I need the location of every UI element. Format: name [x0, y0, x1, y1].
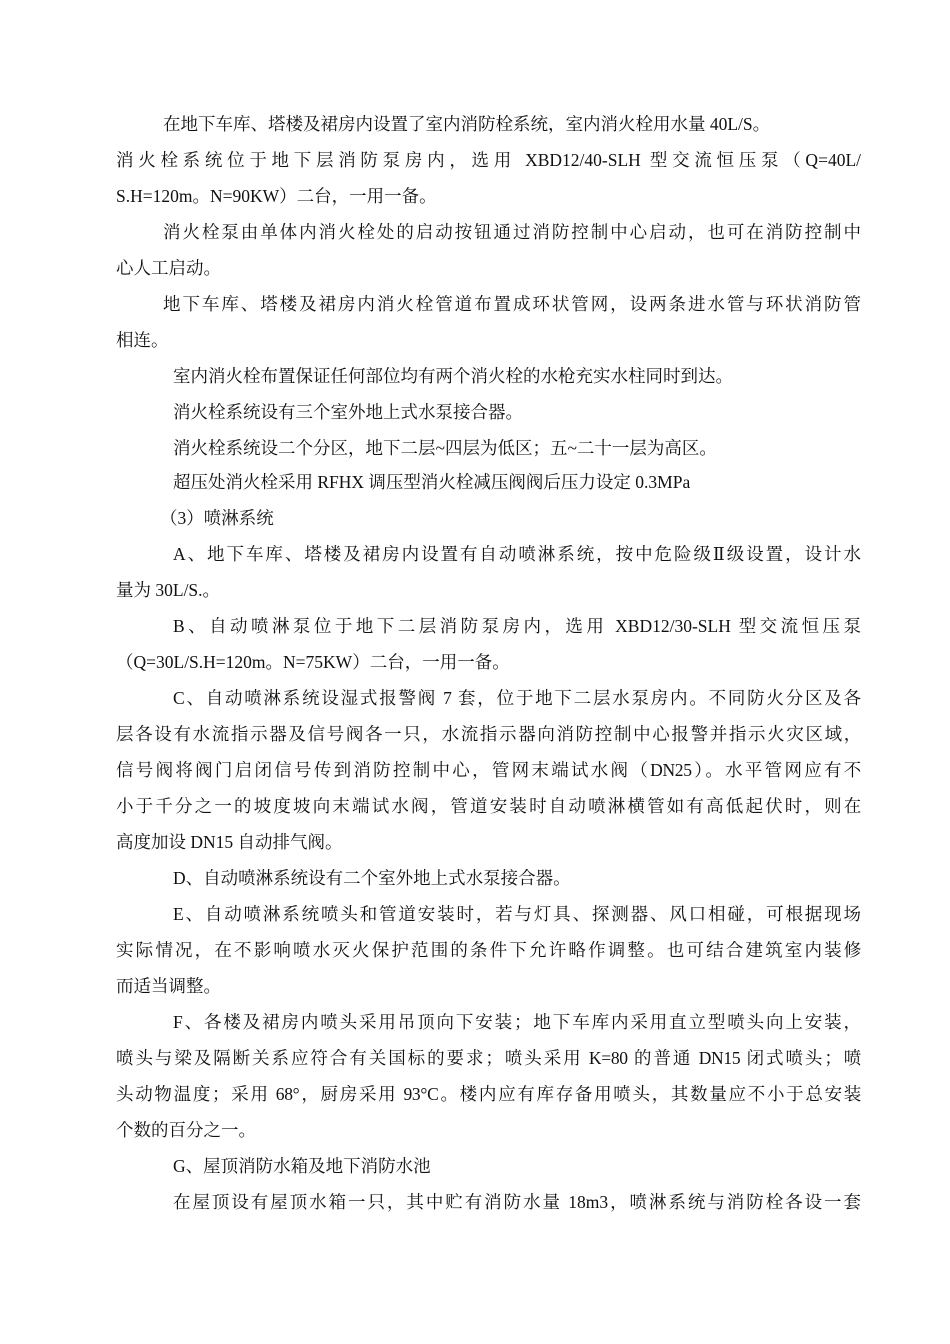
- paragraph-line: 量为 30L/S.。: [116, 580, 221, 600]
- paragraph-line: B、自动喷淋泵位于地下二层消防泵房内，选用 XBD12/30-SLH 型交流恒压泵: [173, 616, 861, 636]
- paragraph-line: （Q=30L/S.H=120m。N=75KW）二台，一用一备。: [116, 652, 510, 672]
- paragraph-line: S.H=120m。N=90KW）二台，一用一备。: [116, 186, 437, 206]
- paragraph-line: 喷头与梁及隔断关系应符合有关国标的要求；喷头采用 K=80 的普通 DN15 闭式喷头；喷: [116, 1048, 861, 1068]
- paragraph-line: 消火栓泵由单体内消火栓处的启动按钮通过消防控制中心启动，也可在消防控制中: [163, 222, 861, 242]
- paragraph-line: 超压处消火栓采用 RFHX 调压型消火栓减压阀阀后压力设定 0.3MPa: [173, 472, 691, 492]
- paragraph-line: A、地下车库、塔楼及裙房内设置有自动喷淋系统，按中危险级Ⅱ级设置，设计水: [173, 544, 861, 564]
- paragraph-line: 层各设有水流指示器及信号阀各一只，水流指示器向消防控制中心报警并指示火灾区域，: [116, 724, 861, 744]
- paragraph-line: 消火栓系统设二个分区，地下二层~四层为低区；五~二十一层为高区。: [173, 438, 717, 458]
- paragraph-line: 消火栓系统设有三个室外地上式水泵接合器。: [173, 402, 523, 422]
- paragraph-line: 在地下车库、塔楼及裙房内设置了室内消防栓系统，室内消火栓用水量 40L/S。: [163, 114, 771, 134]
- paragraph-line: C、自动喷淋系统设湿式报警阀 7 套，位于地下二层水泵房内。不同防火分区及各: [173, 688, 861, 708]
- paragraph-line: G、屋顶消防水箱及地下消防水池: [173, 1156, 431, 1176]
- paragraph-line: 信号阀将阀门启闭信号传到消防控制中心，管网末端试水阀（DN25）。水平管网应有不: [116, 760, 861, 780]
- paragraph-line: 个数的百分之一。: [116, 1120, 256, 1140]
- paragraph-line: 室内消火栓布置保证任何部位均有两个消火栓的水枪充实水柱同时到达。: [173, 366, 733, 386]
- paragraph-line: 在屋顶设有屋顶水箱一只，其中贮有消防水量 18m3，喷淋系统与消防栓各设一套: [173, 1192, 861, 1212]
- paragraph-line: 实际情况，在不影响喷水灭火保护范围的条件下允许略作调整。也可结合建筑室内装修: [116, 940, 861, 960]
- paragraph-line: 高度加设 DN15 自动排气阀。: [116, 832, 343, 852]
- paragraph-line: D、自动喷淋系统设有二个室外地上式水泵接合器。: [173, 868, 571, 888]
- paragraph-line: 消火栓系统位于地下层消防泵房内，选用 XBD12/40-SLH 型交流恒压泵（Q=40L/: [116, 150, 861, 170]
- paragraph-line: F、各楼及裙房内喷头采用吊顶向下安装；地下车库内采用直立型喷头向上安装，: [173, 1012, 861, 1032]
- paragraph-line: E、自动喷淋系统喷头和管道安装时，若与灯具、探测器、风口相碰，可根据现场: [173, 904, 861, 924]
- paragraph-line: 而适当调整。: [116, 976, 221, 996]
- paragraph-line: 相连。: [116, 330, 169, 350]
- paragraph-line: 头动物温度；采用 68°，厨房采用 93°C。楼内应有库存备用喷头，其数量应不小于总安装: [116, 1084, 861, 1104]
- paragraph-line: 小于千分之一的坡度坡向末端试水阀，管道安装时自动喷淋横管如有高低起伏时，则在: [116, 796, 861, 816]
- paragraph-line: 地下车库、塔楼及裙房内消火栓管道布置成环状管网，设两条进水管与环状消防管: [163, 294, 861, 314]
- paragraph-line: 心人工启动。: [116, 258, 221, 278]
- section-heading: （3）喷淋系统: [160, 508, 274, 528]
